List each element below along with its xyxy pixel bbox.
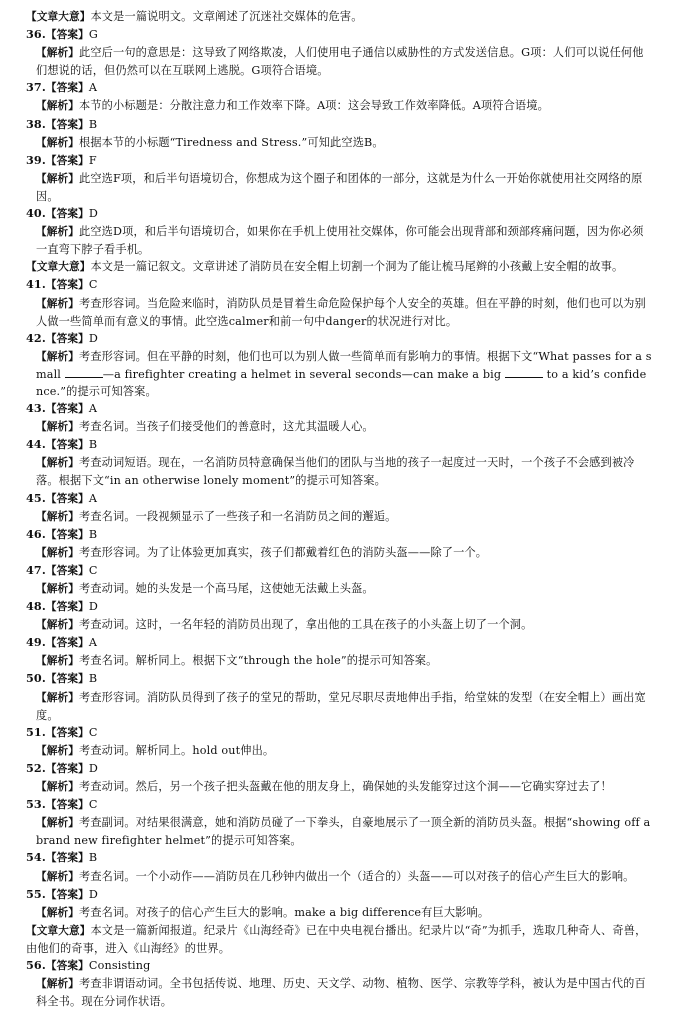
analysis-line: 【解析】考查动词。解析同上。hold out伸出。 — [36, 743, 275, 757]
analysis-line: 【解析】考查形容词。为了让体验更加真实，孩子们都戴着红色的消防头盔——除了一个。 — [36, 545, 488, 559]
summary-tag: 【文章大意】 — [26, 924, 91, 937]
passage-summary-1 — [26, 8, 652, 26]
analysis-line: 【解析】考查名词。一段视频显示了一些孩子和一名消防员之间的邂逅。 — [36, 509, 397, 523]
analysis-line: 【解析】本节的小标题是：分散注意力和工作效率下降。A项：这会导致工作效率降低。A项符合语境。 — [36, 99, 549, 113]
answer-line: 38.【答案】B — [26, 116, 98, 131]
analysis-line: 【解析】考查名词。解析同上。根据下文“through the hole”的提示可知答案。 — [36, 654, 438, 668]
summary-tag: 【文章大意】 — [26, 261, 91, 274]
answer-line: 54.【答案】B — [26, 850, 98, 865]
analysis-line: 【解析】考查形容词。当危险来临时，消防队员是冒着生命危险保护每个人安全的英雄。但在平静的时刻，他们也可以为别人做一些简单而有意义的事情。此空选calmer和前一句中danger的状况进行对比。 — [36, 296, 646, 328]
answer-line: 44.【答案】B — [26, 437, 98, 452]
analysis-line: 【解析】考查副词。对结果很满意，她和消防员碰了一下拳头，自豪地展示了一顶全新的消防员头盔。根据“showing off a brand new firefighter helmet”的提示可知答案。 — [36, 816, 651, 848]
answer-line: 52.【答案】D — [26, 760, 99, 775]
answer-line: 50.【答案】B — [26, 671, 98, 686]
passage-summary-3 — [26, 922, 652, 957]
answer-line: 45.【答案】A — [26, 490, 98, 505]
answer-line: 51.【答案】C — [26, 724, 98, 739]
analysis-line: 【解析】考查非谓语动词。全书包括传说、地理、历史、天文学、动物、植物、医学、宗教等学科，被认为是中国古代的百科全书。现在分词作状语。 — [36, 977, 646, 1009]
summary-text: 本文是一篇新闻报道。纪录片《山海经奇》已在中央电视台播出。纪录片以“奇”为抓手，选取几种奇人、奇兽，由他们的奇事，进入《山海经》的世界。 — [26, 923, 647, 955]
blank-underline — [505, 367, 543, 378]
analysis-line: 【解析】考查动词。这时，一名年轻的消防员出现了，拿出他的工具在孩子的小头盔上切了一个洞。 — [36, 618, 533, 632]
analysis-line: 【解析】考查形容词。消防队员得到了孩子的堂兄的帮助，堂兄尽职尽责地伸出手指，给堂妹的发型（在安全帽上）画出宽度。 — [36, 690, 646, 722]
summary-text: 本文是一篇记叙文。文章讲述了消防员在安全帽上切割一个洞为了能让梳马尾辫的小孩戴上安全帽的故事。 — [90, 260, 624, 274]
analysis-line: 【解析】此空选D项，和后半句语境切合，如果你在手机上使用社交媒体，你可能会出现背部和颈部疼痛问题，因为你必须一直弯下脖子看手机。 — [36, 225, 644, 257]
analysis-line: 【解析】考查名词。一个小动作——消防员在几秒钟内做出一个（适合的）头盔——可以对孩子的信心产生巨大的影响。 — [36, 869, 635, 883]
analysis-line: 【解析】考查名词。对孩子的信心产生巨大的影响。make a big difference有巨大影响。 — [36, 905, 490, 919]
answer-line: 43.【答案】A — [26, 401, 98, 416]
answer-line: 49.【答案】A — [26, 635, 98, 650]
answer-key-page — [26, 8, 652, 1010]
answer-line: 55.【答案】D — [26, 886, 99, 901]
answer-line: 40.【答案】D — [26, 206, 99, 221]
answer-line: 47.【答案】C — [26, 562, 98, 577]
answer-line: 39.【答案】F — [26, 152, 97, 167]
analysis-line: 【解析】考查动词。她的头发是一个高马尾，这使她无法戴上头盔。 — [36, 582, 374, 595]
answer-line: 42.【答案】D — [26, 330, 99, 345]
summary-tag: 【文章大意】 — [26, 11, 91, 23]
analysis-line: 【解析】考查动词短语。现在，一名消防员特意确保当他们的团队与当地的孩子一起度过一天时，一个孩子不会感到被冷落。根据下文“in an otherwise lonely moment”的提示可知答案。 — [36, 456, 635, 488]
answer-line: 41.【答案】C — [26, 277, 98, 292]
analysis-line: 【解析】考查名词。当孩子们接受他们的善意时，这尤其温暖人心。 — [36, 420, 374, 434]
answer-line: 36.【答案】G — [26, 27, 98, 42]
answer-line: 56.【答案】Consisting — [26, 957, 151, 972]
answer-line: 53.【答案】C — [26, 797, 98, 812]
blank-underline — [65, 367, 103, 378]
answer-line: 46.【答案】B — [26, 526, 98, 541]
analysis-line: 【解析】考查形容词。但在平静的时刻，他们也可以为别人做一些简单而有影响力的事情。根据下文“What passes for a small —a firefighter creating a helmet in several seconds—can make a big to a kid’s confidence.”的提示可知答案。 — [36, 349, 652, 398]
analysis-line: 【解析】此空选F项，和后半句语境切合，你想成为这个圈子和团体的一部分，这就是为什么一开始你就使用社交网络的原因。 — [36, 171, 643, 203]
passage-summary-2 — [26, 258, 652, 276]
answer-line: 37.【答案】A — [26, 80, 98, 95]
analysis-line: 【解析】此空后一句的意思是：这导致了网络欺凌，人们使用电子通信以威胁性的方式发送信息。G项：人们可以说任何他们想说的话，但仍然可以在互联网上逃脱。G项符合语境。 — [36, 46, 644, 78]
answer-line: 48.【答案】D — [26, 599, 99, 614]
analysis-line: 【解析】根据本节的小标题“Tiredness and Stress.”可知此空选B。 — [36, 135, 384, 149]
summary-text: 本文是一篇说明文。文章阐述了沉迷社交媒体的危害。 — [90, 10, 363, 23]
analysis-line: 【解析】考查动词。然后，另一个孩子把头盔戴在他的朋友身上，确保她的头发能穿过这个洞——它确实穿过去了！ — [36, 780, 612, 794]
